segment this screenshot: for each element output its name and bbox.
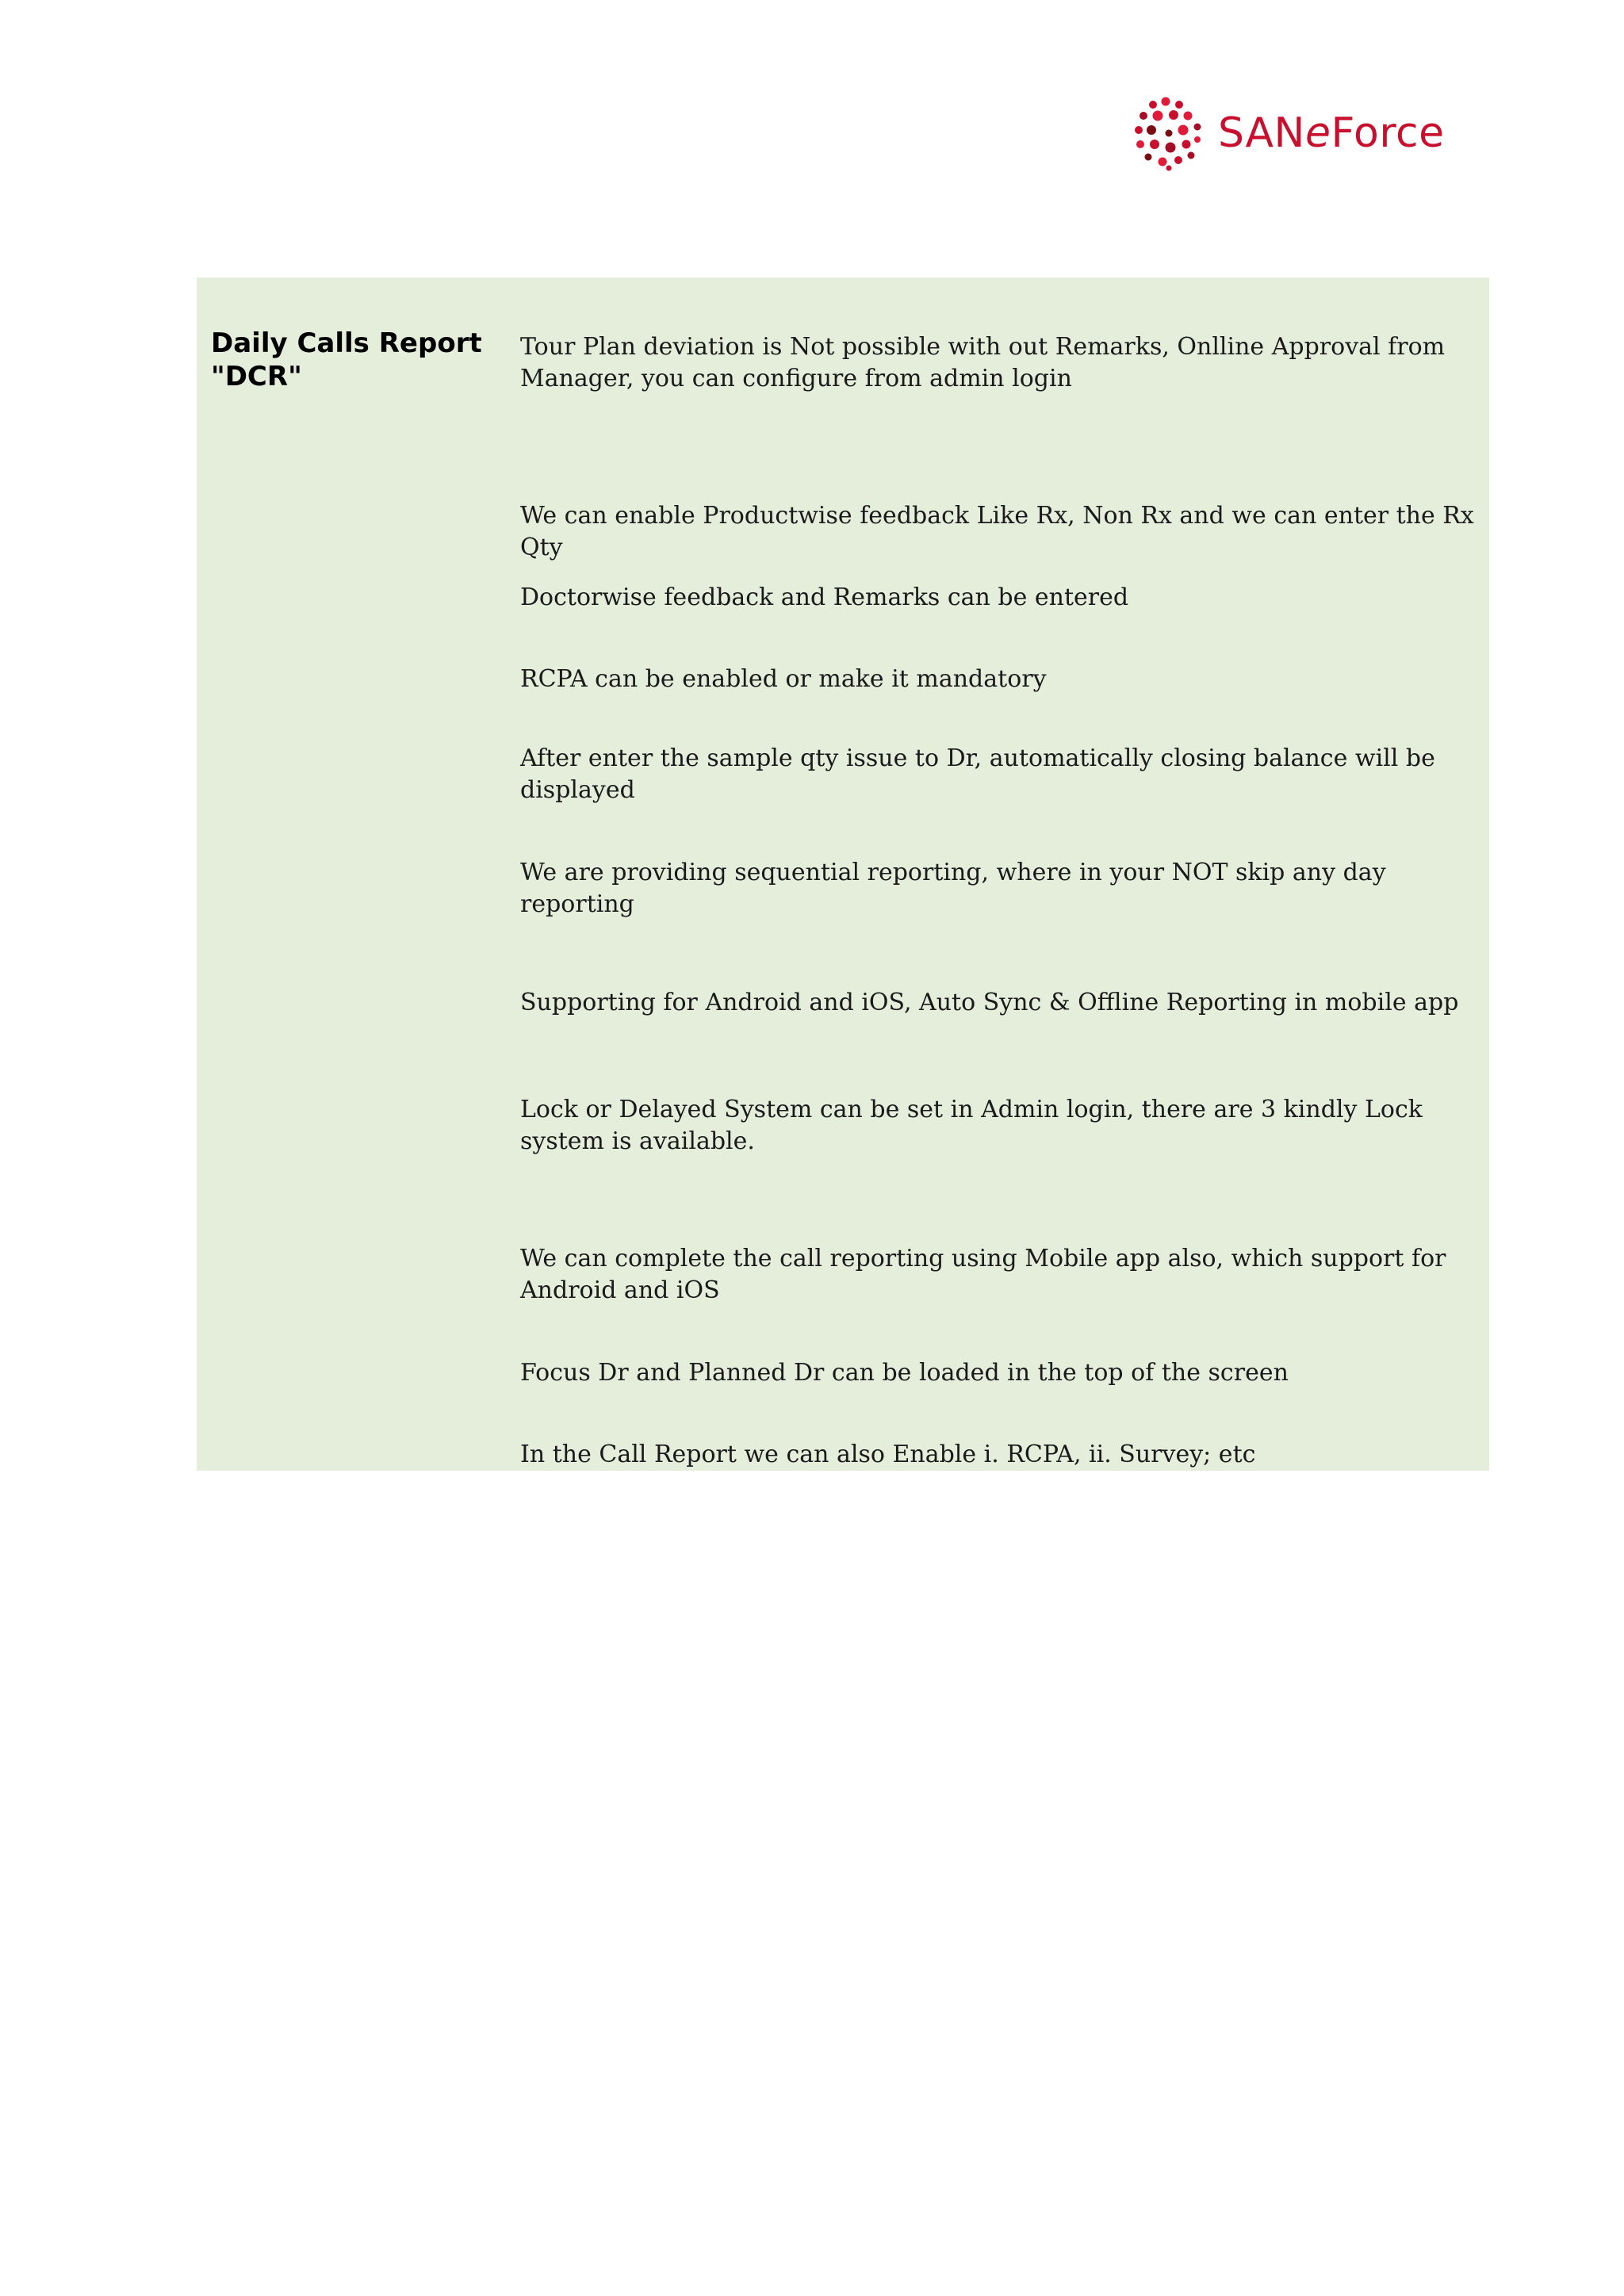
section-title <box>211 327 496 393</box>
feature-item: Focus Dr and Planned Dr can be loaded in the top of the screen <box>520 1359 1289 1387</box>
logo-text-e: e <box>1304 109 1331 157</box>
feature-item: After enter the sample qty issue to Dr, automatically closing balance will be displayed <box>520 744 1435 804</box>
feature-item: RCPA can be enabled or make it mandatory <box>520 665 1047 693</box>
molecule-globe-icon <box>1129 94 1208 173</box>
feature-item: Doctorwise feedback and Remarks can be entered <box>520 584 1129 611</box>
section-title-line1: Daily Calls Report <box>211 327 482 359</box>
logo-wordmark <box>1218 109 1445 157</box>
feature-item: Tour Plan deviation is Not possible with out Remarks, Onlline Approval from Manager, you can configure from admin login <box>520 333 1446 392</box>
feature-item: Lock or Delayed System can be set in Admin login, there are 3 kindly Lock system is available. <box>520 1096 1423 1155</box>
saneforce-logo <box>1129 94 1445 173</box>
feature-item: We are providing sequential reporting, where in your NOT skip any day reporting <box>520 859 1386 918</box>
logo-text-suffix: Force <box>1331 109 1445 157</box>
feature-item: We can complete the call reporting using Mobile app also, which support for Android and iOS <box>520 1245 1446 1304</box>
logo-text-prefix: SAN <box>1218 109 1305 157</box>
feature-item: In the Call Report we can also Enable i. RCPA, ii. Survey; etc <box>520 1441 1256 1468</box>
feature-item: Supporting for Android and iOS, Auto Sync & Offline Reporting in mobile app <box>520 989 1459 1016</box>
section-title-line2: "DCR" <box>211 361 302 392</box>
feature-item: We can enable Productwise feedback Like Rx, Non Rx and we can enter the Rx Qty <box>520 502 1474 561</box>
